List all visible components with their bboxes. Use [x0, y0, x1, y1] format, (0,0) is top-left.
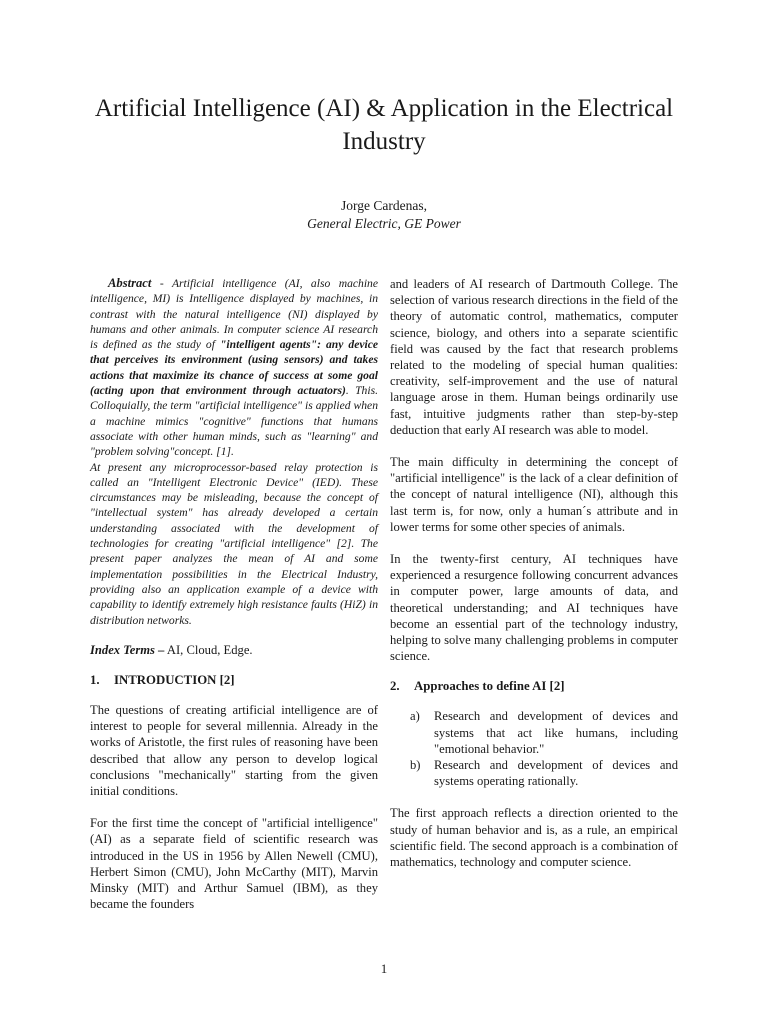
list-item-text: Research and development of devices and systems that act like humans, including "emotional behavior."	[434, 709, 678, 756]
right-paragraph-3: In the twenty-first century, AI techniques have experienced a resurgence following concurrent advances in computer power, large amounts of data, and theoretical understanding; and AI techniques have become an essential part of the technology industry, helping to solve many challenging problems in computer science.	[390, 552, 678, 664]
section-1-number: 1.	[90, 673, 100, 688]
section-2-heading	[390, 678, 678, 694]
approach-paragraph: The first approach reflects a direction oriented to the study of human behavior and is, as a rule, an empirical scientific field. The second approach is a combination of mathematics, technology and computer science.	[390, 806, 678, 870]
abstract-paragraph-1	[90, 276, 378, 460]
paper-title: Artificial Intelligence (AI) & Application in the Electrical Industry	[94, 95, 674, 155]
page-number: 1	[380, 961, 388, 976]
section-1-heading	[90, 672, 378, 688]
list-marker: b)	[410, 758, 421, 773]
index-terms-label: Index Terms –	[90, 642, 165, 657]
section-1-title: INTRODUCTION [2]	[114, 673, 235, 688]
abstract-text-bold: "intelligent agents": any device that perceives its environment (using sensors) and takes actions that maximize its chance of success at some goal (acting upon that environment through actuators)	[90, 338, 378, 398]
index-terms	[90, 642, 378, 658]
abstract-text-1-end: . This. Colloquially, the term "artificial intelligence" is applied when a machine mimics "cognitive" functions that humans associate with other human minds, such as "learning" and "problem solving"concept. [1].	[90, 384, 378, 459]
abstract-paragraph-2: At present any microprocessor-based relay protection is called an "Intelligent Electronic Device" (IED). These circumstances may be misleading, because the concept of "intellectual system" has already developed a certain understanding associated with the development of technologies for creating "artificial intelligence" [2]. The present paper analyzes the mean of AI and some implementation possibilities in the Electrical Industry, providing also an application example of a device with capability to identify extremely high resistance faults (HiZ) in distribution networks.	[90, 460, 378, 627]
approach-list	[390, 708, 678, 789]
list-item	[390, 757, 678, 789]
author-affiliation: General Electric, GE Power	[307, 216, 461, 231]
author-name: Jorge Cardenas,	[341, 198, 427, 213]
intro-paragraph-1: The questions of creating artificial intelligence are of interest to people for several millennia. Already in the works of Aristotle, the first rules of reasoning have been described that allow any person to develop logical conclusions "mechanically" starting from the given initial conditions.	[90, 703, 378, 799]
list-marker: a)	[410, 709, 420, 724]
right-column	[390, 276, 678, 870]
list-item-text: Research and development of devices and systems operating rationally.	[434, 758, 678, 789]
section-2-number: 2.	[390, 679, 400, 694]
right-paragraph-2: The main difficulty in determining the concept of "artificial intelligence" is the lack of a clear definition of the concept of natural intelligence (NI), although this last term is, for now, only a human´s attribute and in lower terms for some other species of animals.	[390, 455, 678, 534]
left-column	[90, 276, 378, 912]
index-terms-value: AI, Cloud, Edge.	[164, 642, 253, 657]
intro-paragraph-2: For the first time the concept of "artificial intelligence" (AI) as a separate field of scientific research was introduced in the US in 1956 by Allen Newell (CMU), Herbert Simon (CMU), John McCarthy (MIT), Marvin Minsky (MIT) and Arthur Samuel (IBM), as they became the founders	[90, 816, 378, 912]
section-2-title: Approaches to define AI [2]	[414, 679, 565, 694]
list-item	[390, 708, 678, 757]
abstract-label: Abstract	[108, 276, 152, 290]
right-paragraph-1: and leaders of AI research of Dartmouth College. The selection of various research directions in the field of the theory of automatic control, mathematics, computer science, biology, and others into a separate scientific field was caused by the fact that research problems related to the modeling of special human qualities: creativity, self-improvement and the use of natural language arose in them. Human beings ordinarily use fast, intuitive judgments rather than step-by-step deduction that early AI research was able to model.	[390, 277, 678, 437]
abstract-text-1: - Artificial intelligence (AI, also machine intelligence, MI) is Intelligence displayed by machines, in contrast with the natural intelligence (NI) displayed by humans and other animals. In computer science AI research is defined as the study of	[90, 277, 378, 352]
